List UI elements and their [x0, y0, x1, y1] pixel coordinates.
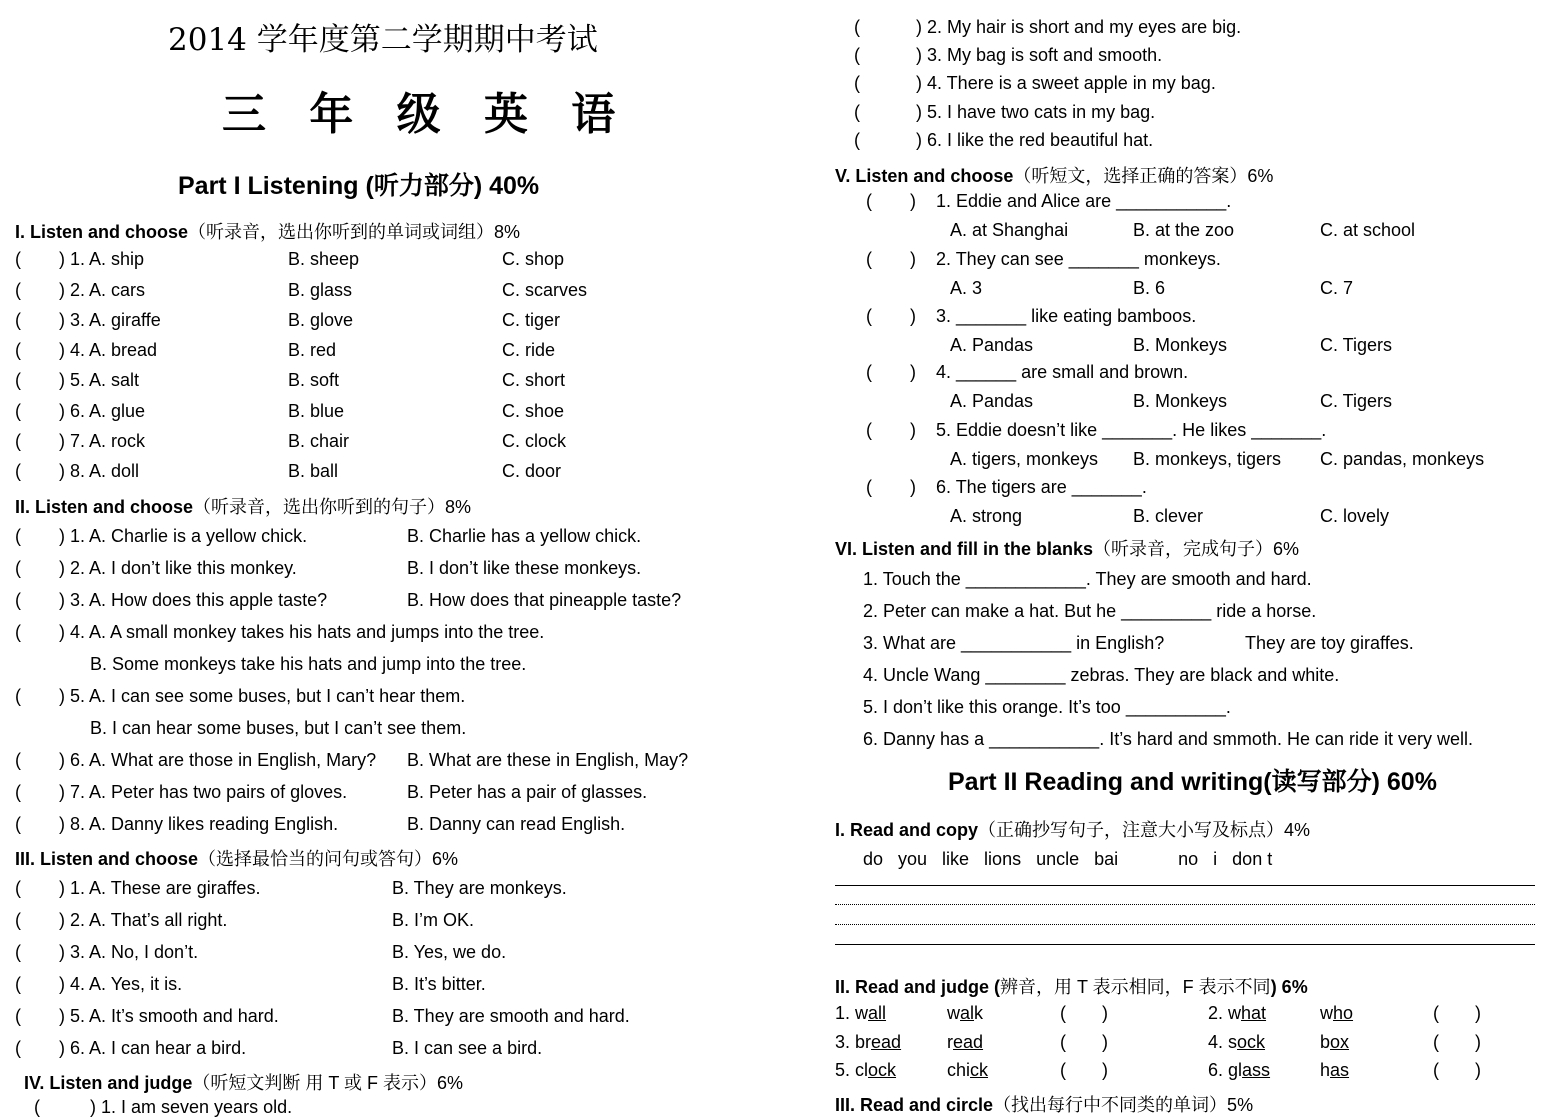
- judge-paren-1: (: [34, 1097, 40, 1117]
- response-b: B. I can see a bird.: [392, 1038, 543, 1058]
- answer-paren: (: [15, 1006, 21, 1026]
- option-b: B. sheep: [288, 249, 360, 269]
- judge-paren-close: ): [1102, 1060, 1108, 1080]
- choose-option-b: B. clever: [1133, 506, 1204, 526]
- word-underlined: all: [868, 1003, 887, 1023]
- word-plain: h: [1320, 1060, 1331, 1080]
- word-underlined: ck: [970, 1060, 989, 1080]
- judge-word-1: [835, 1060, 896, 1081]
- sentence-a: ) 4. A. A small monkey takes his hats and jumps into the tree.: [59, 622, 545, 642]
- choose-question: 1. Eddie and Alice are ___________.: [936, 191, 1232, 211]
- section-3-heading: [15, 845, 458, 871]
- judge-paren-close: ): [1475, 1003, 1481, 1023]
- option-c: C. shop: [502, 249, 565, 269]
- choose-paren-open: (: [866, 249, 872, 269]
- fill-sentence: 5. I don’t like this orange. It’s too __________.: [863, 697, 1231, 717]
- response-b: B. They are smooth and hard.: [392, 1006, 630, 1026]
- sentence-a: ) 8. A. Danny likes reading English.: [59, 814, 339, 834]
- judge-item-1: ) 1. I am seven years old.: [90, 1097, 293, 1117]
- option-c: C. clock: [502, 431, 567, 451]
- choose-paren-close: ): [910, 249, 916, 269]
- word-plain: 4. s: [1208, 1032, 1238, 1052]
- choose-question: 2. They can see _______ monkeys.: [936, 249, 1221, 269]
- read-copy-words: do you like lions uncle bai no i don t: [863, 849, 1273, 869]
- word-underlined: ead: [871, 1032, 902, 1052]
- word-underlined: ead: [953, 1032, 984, 1052]
- section-1-heading: [15, 218, 520, 244]
- choose-paren-close: ): [910, 191, 916, 211]
- option-c: C. door: [502, 461, 562, 481]
- word-underlined: ho: [1333, 1003, 1354, 1023]
- option-b: B. blue: [288, 401, 345, 421]
- choose-option-c: C. Tigers: [1320, 391, 1393, 411]
- response-b: B. I’m OK.: [392, 910, 475, 930]
- section-2-title: II. Listen and choose: [15, 497, 194, 517]
- choose-option-a: A. Pandas: [950, 335, 1034, 355]
- choose-paren-open: (: [866, 362, 872, 382]
- section-6-cn: （听录音，完成句子）6%: [1093, 539, 1300, 559]
- word-plain: k: [974, 1003, 984, 1023]
- answer-paren: (: [15, 370, 21, 390]
- word-underlined: ock: [868, 1060, 897, 1080]
- judge-word-3: [1208, 1032, 1265, 1053]
- option-b: B. red: [288, 340, 337, 360]
- read-judge-cn: 辨音，用 T 表示相同，F 表示不同: [1000, 977, 1271, 997]
- sentence-b: B. How does that pineapple taste?: [407, 590, 682, 610]
- option-a: ) 5. A. salt: [59, 370, 140, 390]
- read-copy-title: I. Read and copy: [835, 820, 979, 840]
- choose-option-c: C. 7: [1320, 278, 1354, 298]
- word-plain: chi: [947, 1060, 971, 1080]
- response-a: ) 2. A. That’s all right.: [59, 910, 228, 930]
- option-a: ) 4. A. bread: [59, 340, 158, 360]
- judge-paren-close: ): [1475, 1060, 1481, 1080]
- judge-paren: (: [854, 130, 860, 150]
- answer-paren: (: [15, 558, 21, 578]
- sentence-b: B. Peter has a pair of glasses.: [407, 782, 648, 802]
- section-4-title: IV. Listen and judge: [24, 1073, 193, 1093]
- subject-title: 三 年 级 英 语: [222, 89, 630, 140]
- option-b: B. glass: [288, 280, 353, 300]
- judge-item: ) 5. I have two cats in my bag.: [916, 102, 1156, 122]
- judge-word-4: [1320, 1060, 1349, 1081]
- answer-paren: (: [15, 526, 21, 546]
- word-plain: 3. br: [835, 1032, 872, 1052]
- answer-paren: (: [15, 622, 21, 642]
- choose-question: 6. The tigers are _______.: [936, 477, 1147, 497]
- answer-paren: (: [15, 401, 21, 421]
- word-plain: 1. w: [835, 1003, 869, 1023]
- copy-line-1: [835, 885, 1535, 886]
- response-a: ) 4. A. Yes, it is.: [59, 974, 183, 994]
- option-b: B. ball: [288, 461, 339, 481]
- judge-word-2: [947, 1032, 983, 1053]
- judge-paren-open: (: [1060, 1003, 1066, 1023]
- judge-paren: (: [854, 45, 860, 65]
- option-a: ) 8. A. doll: [59, 461, 140, 481]
- right-column: [800, 0, 1568, 1119]
- response-a: ) 3. A. No, I don’t.: [59, 942, 199, 962]
- word-underlined: al: [960, 1003, 975, 1023]
- fill-sentence: 4. Uncle Wang ________ zebras. They are black and white.: [863, 665, 1340, 685]
- section-2-heading: [15, 493, 471, 519]
- fill-sentence: 2. Peter can make a hat. But he _________ ride a horse.: [863, 601, 1317, 621]
- fill-item-3-answer: They are toy giraffes.: [1245, 633, 1414, 653]
- response-b: B. They are monkeys.: [392, 878, 567, 898]
- read-judge-title: II. Read and judge (: [835, 977, 1001, 997]
- choose-option-a: A. 3: [950, 278, 983, 298]
- part2-title: Part II Reading and writing(读写部分) 60%: [948, 768, 1437, 796]
- copy-line-2: [835, 904, 1535, 905]
- section-3-title: III. Listen and choose: [15, 849, 199, 869]
- choose-paren-close: ): [910, 477, 916, 497]
- exam-year-title: 2014 学年度第二学期期中考试: [168, 22, 598, 58]
- judge-paren-open: (: [1433, 1032, 1439, 1052]
- word-plain: 6. gl: [1208, 1060, 1243, 1080]
- section-2-cn: （听录音，选出你听到的句子）8%: [193, 497, 472, 517]
- judge-word-2: [947, 1060, 988, 1081]
- sentence-a: ) 1. A. Charlie is a yellow chick.: [59, 526, 308, 546]
- answer-paren: (: [15, 431, 21, 451]
- judge-paren: (: [854, 73, 860, 93]
- judge-paren: (: [854, 17, 860, 37]
- section-1-title: I. Listen and choose: [15, 222, 189, 242]
- choose-paren-close: ): [910, 420, 916, 440]
- answer-paren: (: [15, 1038, 21, 1058]
- read-judge-tail: ) 6%: [1270, 977, 1308, 997]
- word-underlined: ass: [1242, 1060, 1271, 1080]
- option-a: ) 1. A. ship: [59, 249, 145, 269]
- choose-option-a: A. Pandas: [950, 391, 1034, 411]
- judge-paren-open: (: [1060, 1060, 1066, 1080]
- choose-question: 4. ______ are small and brown.: [936, 362, 1189, 382]
- choose-option-b: B. 6: [1133, 278, 1166, 298]
- judge-paren-open: (: [1433, 1003, 1439, 1023]
- option-a: ) 7. A. rock: [59, 431, 146, 451]
- choose-question: 5. Eddie doesn’t like _______. He likes _______.: [936, 420, 1327, 440]
- choose-paren-open: (: [866, 420, 872, 440]
- option-b: B. glove: [288, 310, 354, 330]
- choose-paren-open: (: [866, 191, 872, 211]
- sentence-b: B. I don’t like these monkeys.: [407, 558, 642, 578]
- word-plain: 2. w: [1208, 1003, 1242, 1023]
- answer-paren: (: [15, 280, 21, 300]
- sentence-b: B. Some monkeys take his hats and jump into the tree.: [90, 654, 527, 674]
- judge-paren-close: ): [1102, 1032, 1108, 1052]
- judge-item: ) 4. There is a sweet apple in my bag.: [916, 73, 1216, 93]
- choose-paren-close: ): [910, 306, 916, 326]
- answer-paren: (: [15, 340, 21, 360]
- option-c: C. short: [502, 370, 566, 390]
- choose-paren-close: ): [910, 362, 916, 382]
- judge-item: ) 2. My hair is short and my eyes are big.: [916, 17, 1242, 37]
- word-plain: w: [947, 1003, 960, 1023]
- word-plain: 5. cl: [835, 1060, 869, 1080]
- fill-sentence: 3. What are ___________ in English?: [863, 633, 1165, 653]
- option-b: B. chair: [288, 431, 350, 451]
- response-b: B. It’s bitter.: [392, 974, 486, 994]
- answer-paren: (: [15, 249, 21, 269]
- answer-paren: (: [15, 878, 21, 898]
- read-copy-cn: （正确抄写句子，注意大小写及标点）4%: [978, 820, 1311, 840]
- answer-paren: (: [15, 686, 21, 706]
- section-4-heading: [24, 1069, 463, 1095]
- answer-paren: (: [15, 974, 21, 994]
- response-b: B. Yes, we do.: [392, 942, 507, 962]
- option-a: ) 2. A. cars: [59, 280, 146, 300]
- section-1-cn: （听录音，选出你听到的单词或词组）8%: [188, 222, 521, 242]
- response-a: ) 1. A. These are giraffes.: [59, 878, 261, 898]
- choose-option-b: B. Monkeys: [1133, 335, 1228, 355]
- word-underlined: hat: [1241, 1003, 1267, 1023]
- judge-word-1: [835, 1032, 901, 1053]
- fill-sentence: 6. Danny has a ___________. It’s hard and smmoth. He can ride it very well.: [863, 729, 1474, 749]
- word-underlined: ox: [1330, 1032, 1350, 1052]
- answer-paren: (: [15, 750, 21, 770]
- sentence-a: ) 3. A. How does this apple taste?: [59, 590, 328, 610]
- judge-word-2: [947, 1003, 983, 1024]
- section-3-cn: （选择最恰当的问句或答句）6%: [198, 849, 459, 869]
- option-c: C. ride: [502, 340, 556, 360]
- sentence-a: ) 5. A. I can see some buses, but I can’t hear them.: [59, 686, 466, 706]
- choose-option-a: A. strong: [950, 506, 1023, 526]
- word-underlined: as: [1330, 1060, 1350, 1080]
- choose-option-a: A. at Shanghai: [950, 220, 1069, 240]
- read-circle-heading: [835, 1091, 1253, 1117]
- sentence-a: ) 6. A. What are those in English, Mary?: [59, 750, 377, 770]
- section-5-heading: [835, 162, 1273, 188]
- judge-word-4: [1320, 1003, 1353, 1024]
- option-a: ) 3. A. giraffe: [59, 310, 161, 330]
- sentence-b: B. Charlie has a yellow chick.: [407, 526, 642, 546]
- judge-paren-close: ): [1475, 1032, 1481, 1052]
- fill-sentence: 1. Touch the ____________. They are smooth and hard.: [863, 569, 1312, 589]
- answer-paren: (: [15, 942, 21, 962]
- judge-item: ) 3. My bag is soft and smooth.: [916, 45, 1163, 65]
- choose-option-c: C. Tigers: [1320, 335, 1393, 355]
- response-a: ) 5. A. It’s smooth and hard.: [59, 1006, 279, 1026]
- copy-line-3: [835, 924, 1535, 925]
- choose-paren-open: (: [866, 306, 872, 326]
- option-c: C. shoe: [502, 401, 565, 421]
- judge-paren-open: (: [1060, 1032, 1066, 1052]
- sentence-b: B. Danny can read English.: [407, 814, 626, 834]
- answer-paren: (: [15, 814, 21, 834]
- judge-paren: (: [854, 102, 860, 122]
- judge-paren-open: (: [1433, 1060, 1439, 1080]
- section-4-cn: （听短文判断 用 T 或 F 表示）6%: [192, 1073, 464, 1093]
- section-6-title: VI. Listen and fill in the blanks: [835, 539, 1094, 559]
- judge-item: ) 6. I like the red beautiful hat.: [916, 130, 1154, 150]
- section-5-cn: （听短文，选择正确的答案）6%: [1013, 166, 1274, 186]
- judge-word-1: [835, 1003, 886, 1024]
- section-6-heading: [835, 535, 1299, 561]
- option-b: B. soft: [288, 370, 340, 390]
- answer-paren: (: [15, 910, 21, 930]
- answer-paren: (: [15, 590, 21, 610]
- word-plain: r: [947, 1032, 953, 1052]
- read-circle-cn: （找出每行中不同类的单词）5%: [993, 1095, 1254, 1115]
- response-a: ) 6. A. I can hear a bird.: [59, 1038, 247, 1058]
- part1-title: Part I Listening (听力部分) 40%: [178, 172, 540, 200]
- sentence-a: ) 7. A. Peter has two pairs of gloves.: [59, 782, 348, 802]
- choose-option-a: A. tigers, monkeys: [950, 449, 1099, 469]
- read-copy-heading: [835, 816, 1310, 842]
- sentence-b: B. What are these in English, May?: [407, 750, 689, 770]
- choose-option-c: C. pandas, monkeys: [1320, 449, 1485, 469]
- answer-paren: (: [15, 782, 21, 802]
- choose-option-b: B. Monkeys: [1133, 391, 1228, 411]
- sentence-a: ) 2. A. I don’t like this monkey.: [59, 558, 297, 578]
- section-5-title: V. Listen and choose: [835, 166, 1014, 186]
- option-c: C. scarves: [502, 280, 588, 300]
- choose-option-b: B. monkeys, tigers: [1133, 449, 1282, 469]
- judge-word-3: [1208, 1003, 1266, 1024]
- word-plain: b: [1320, 1032, 1331, 1052]
- sentence-b: B. I can hear some buses, but I can’t see them.: [90, 718, 467, 738]
- choose-paren-open: (: [866, 477, 872, 497]
- option-c: C. tiger: [502, 310, 561, 330]
- read-circle-title: III. Read and circle: [835, 1095, 994, 1115]
- choose-option-c: C. lovely: [1320, 506, 1390, 526]
- word-underlined: ock: [1237, 1032, 1266, 1052]
- choose-option-b: B. at the zoo: [1133, 220, 1235, 240]
- copy-line-4: [835, 944, 1535, 945]
- read-judge-heading: [835, 973, 1308, 999]
- judge-word-3: [1208, 1060, 1270, 1081]
- judge-paren-close: ): [1102, 1003, 1108, 1023]
- option-a: ) 6. A. glue: [59, 401, 146, 421]
- judge-word-4: [1320, 1032, 1349, 1053]
- answer-paren: (: [15, 310, 21, 330]
- choose-question: 3. _______ like eating bamboos.: [936, 306, 1197, 326]
- choose-option-c: C. at school: [1320, 220, 1416, 240]
- word-plain: w: [1320, 1003, 1333, 1023]
- answer-paren: (: [15, 461, 21, 481]
